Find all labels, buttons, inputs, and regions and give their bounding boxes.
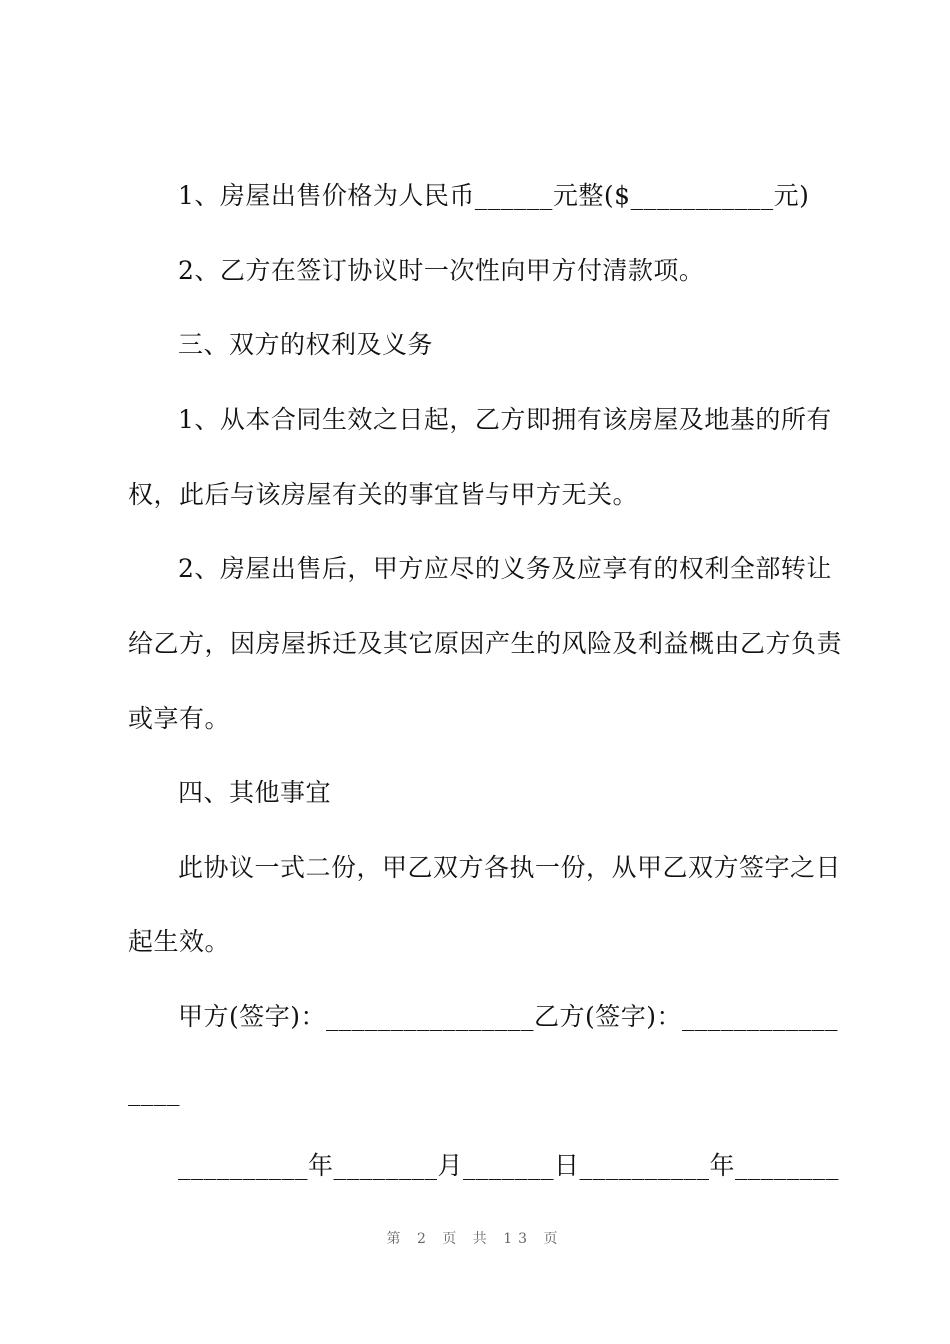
rights-clause-2-line-1: 2、房屋出售后，甲方应尽的义务及应享有的权利全部转让	[178, 554, 832, 583]
section-heading-other: 四、其他事宜	[178, 778, 332, 807]
rights-clause-2-line-2: 给乙方，因房屋拆迁及其它原因产生的风险及利益概由乙方负责	[128, 629, 843, 658]
rights-clause-1-line-2: 权，此后与该房屋有关的事宜皆与甲方无关。	[128, 480, 639, 509]
rights-clause-1-line-1: 1、从本合同生效之日起，乙方即拥有该房屋及地基的所有	[178, 405, 832, 434]
price-clause: 1、房屋出售价格为人民币______元整($___________元)	[178, 181, 810, 210]
signature-line-overflow: ____	[128, 1077, 180, 1106]
copies-clause-line-1: 此协议一式二份，甲乙双方各执一份，从甲乙双方签字之日	[178, 853, 842, 882]
page-number-footer: 第 2 页 共 13 页	[386, 1231, 564, 1247]
payment-clause: 2、乙方在签订协议时一次性向甲方付清款项。	[178, 256, 705, 285]
signature-line: 甲方(签字)：________________乙方(签字)：____________	[178, 1002, 839, 1031]
section-heading-rights: 三、双方的权利及义务	[178, 330, 434, 359]
date-line: __________年________月_______日__________年________	[178, 1151, 840, 1180]
rights-clause-2-line-3: 或享有。	[128, 704, 231, 733]
copies-clause-line-2: 起生效。	[128, 927, 231, 956]
